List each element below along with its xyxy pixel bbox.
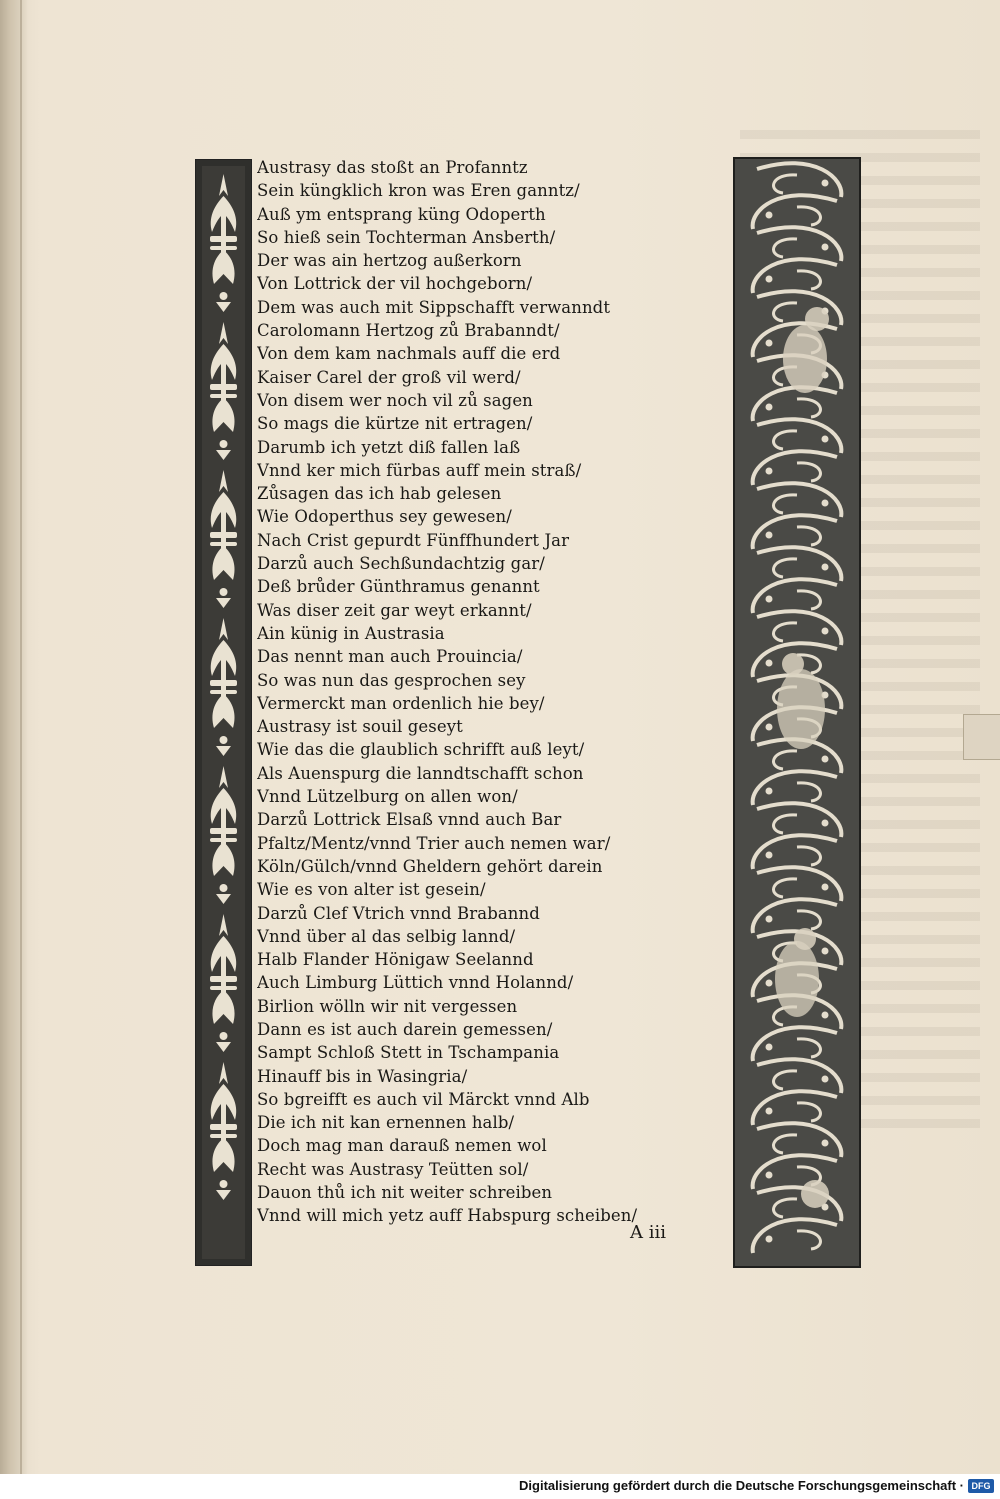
verse-text-column [257, 156, 707, 1228]
verse-line: Was diser zeit gar weyt erkannt/ [257, 600, 532, 620]
verse-line: So was nun das gesprochen sey [257, 670, 526, 690]
verse-line: Darzů Lottrick Elsaß vnnd auch Bar [257, 810, 562, 830]
verse-line: Austrasy ist souil geseyt [257, 717, 463, 737]
left-ornamental-border [195, 159, 252, 1266]
verse-line: Vnnd über al das selbig lannd/ [257, 926, 516, 946]
verse-line: Köln/Gülch/vnnd Gheldern gehört darein [257, 856, 603, 876]
verse-line: Austrasy das stoßt an Profanntz [257, 158, 528, 177]
verse-line: Hinauff bis in Wasingria/ [257, 1066, 468, 1086]
verse-line: Auch Limburg Lüttich vnnd Holannd/ [257, 973, 574, 993]
verse-line: Pfaltz/Mentz/vnnd Trier auch nemen war/ [257, 833, 611, 853]
verse-line: Ain künig in Austrasia [257, 623, 445, 643]
verse-line: Die ich nit kan ernennen halb/ [257, 1113, 515, 1133]
verse-line: Dann es ist auch darein gemessen/ [257, 1019, 553, 1039]
verse-line: Sampt Schloß Stett in Tschampania [257, 1043, 560, 1063]
verse-line: So bgreifft es auch vil Märckt vnnd Alb [257, 1089, 590, 1109]
fleur-ornament-icon [202, 462, 245, 610]
verse-line: Nach Crist gepurdt Fünffhundert Jar [257, 530, 570, 550]
fleur-ornament-icon [202, 1054, 245, 1202]
fleur-ornament-icon [202, 314, 245, 462]
verse-line: Dem was auch mit Sippschafft verwanndt [257, 297, 611, 317]
gutter-fold-line [20, 0, 22, 1474]
verse-line: Vnnd ker mich fürbas auff mein straß/ [257, 460, 582, 480]
verse-line: Darzů Clef Vtrich vnnd Brabannd [257, 903, 540, 923]
fleur-ornament-icon [202, 610, 245, 758]
verse-line: Halb Flander Hönigaw Seelannd [257, 950, 534, 970]
verse-line: Als Auenspurg die lanndtschafft schon [257, 763, 584, 783]
verse-line: Das nennt man auch Prouincia/ [257, 647, 523, 667]
verse-line: Kaiser Carel der groß vil werd/ [257, 367, 521, 387]
verse-line: Der was ain hertzog außerkorn [257, 251, 522, 271]
signature-mark: A iii [630, 1222, 666, 1243]
verse-line: Doch mag man darauß nemen wol [257, 1136, 547, 1156]
left-border-panel [202, 166, 245, 1259]
right-ornamental-border [733, 157, 861, 1268]
funding-credit: Digitalisierung gefördert durch die Deutsche Forschungsgemeinschaft · [519, 1478, 964, 1493]
verse-line: Wie das die glaublich schrifft auß leyt/ [257, 740, 585, 760]
verse-line: Carolomann Hertzog zů Brabanndt/ [257, 321, 560, 341]
verse-line: Darumb ich yetzt diß fallen laß [257, 437, 521, 457]
verse-line: Von Lottrick der vil hochgeborn/ [257, 274, 533, 294]
verse-line: Von dem kam nachmals auff die erd [257, 344, 561, 364]
digitization-footer [0, 1474, 1000, 1499]
book-gutter [0, 0, 28, 1474]
verse-line: Darzů auch Sechßundachtzig gar/ [257, 554, 545, 574]
verse-line: Auß ym entsprang küng Odoperth [257, 204, 546, 224]
verse-line: Vnnd Lützelburg on allen won/ [257, 787, 518, 807]
verse-line: Sein küngklich kron was Eren ganntz/ [257, 181, 580, 201]
verse-line: Recht was Austrasy Teütten sol/ [257, 1159, 529, 1179]
page-edge-tab [963, 714, 1000, 760]
verse-line: Birlion wölln wir nit vergessen [257, 996, 518, 1016]
verse-line: Zůsagen das ich hab gelesen [257, 484, 502, 504]
verse-line: So mags die kürtze nit ertragen/ [257, 414, 533, 434]
fleur-ornament-icon [202, 906, 245, 1054]
verse-line: Wie Odoperthus sey gewesen/ [257, 507, 512, 527]
verse-line: So hieß sein Tochterman Ansberth/ [257, 227, 556, 247]
foliage-woodcut-ornament [735, 159, 859, 1266]
verse-line: Vnnd will mich yetz auff Habspurg scheiben/ [257, 1206, 638, 1226]
verse-line: Vermerckt man ordenlich hie bey/ [257, 693, 545, 713]
verse-line: Deß brůder Günthramus genannt [257, 577, 540, 597]
verse-line: Von disem wer noch vil zů sagen [257, 390, 533, 410]
fleur-ornament-icon [202, 166, 245, 314]
fleur-ornament-icon [202, 758, 245, 906]
dfg-logo: DFG [968, 1479, 994, 1493]
verse-line: Dauon thů ich nit weiter schreiben [257, 1183, 553, 1203]
verse-line: Wie es von alter ist gesein/ [257, 880, 486, 900]
